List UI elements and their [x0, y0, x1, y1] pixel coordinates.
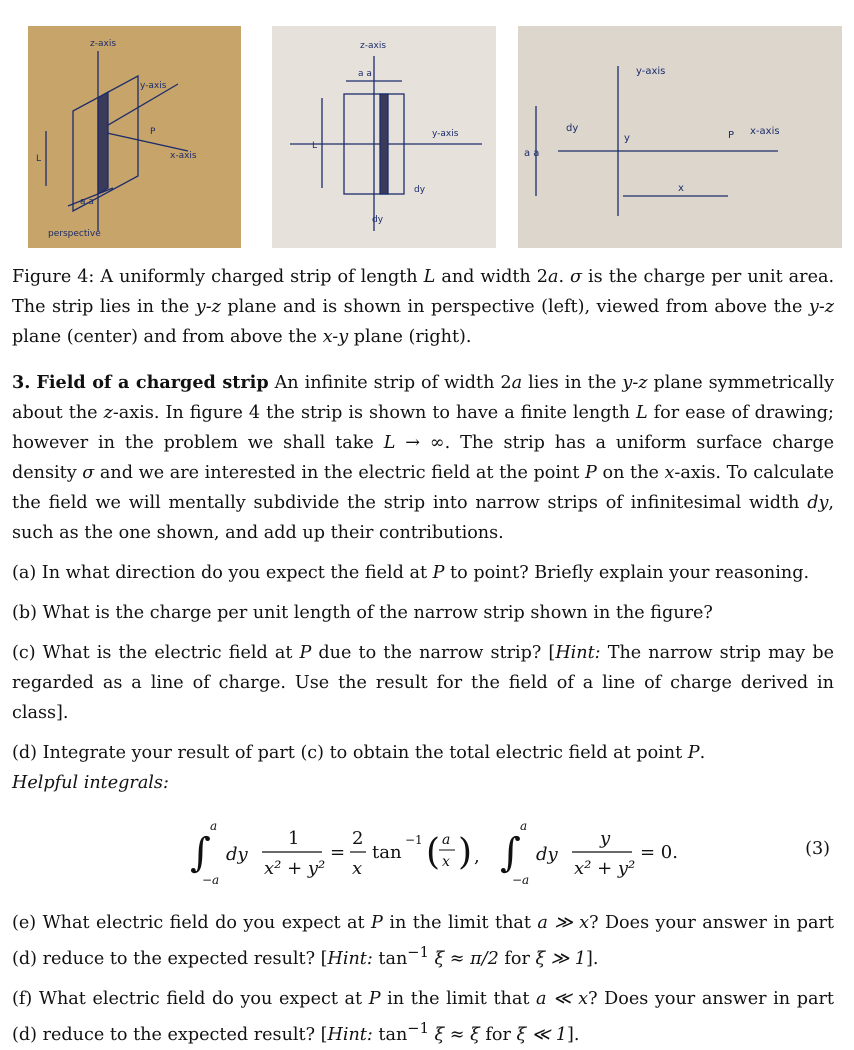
math-dy: dy	[807, 493, 829, 513]
part-text: in the limit that	[380, 988, 537, 1009]
math-L: L	[423, 267, 436, 287]
intro-text: and we are interested in the electric field at the point	[94, 463, 586, 483]
hint-label: Hint:	[327, 1024, 373, 1045]
numerator-two: 2	[352, 828, 364, 849]
numerator-one: 1	[288, 828, 300, 849]
width-label: a a	[80, 197, 94, 207]
math-approx: ξ ≈ π/2	[434, 948, 499, 969]
y-axis-label: y-axis	[140, 81, 167, 91]
superscript: −1	[407, 1019, 429, 1037]
part-text: ? Does your answer in part (d) reduce to the expected result? [	[12, 913, 834, 969]
math-P: P	[432, 563, 445, 583]
dy-2: dy	[536, 844, 558, 865]
caption-paragraph	[12, 262, 834, 352]
caption-text: plane (center) and from above the	[12, 327, 318, 347]
top-view-xy-drawing	[518, 26, 842, 248]
math-condition: ξ ≪ 1	[516, 1024, 568, 1045]
intro-text: -axis. In figure 4 the strip is shown to have a finite length	[112, 403, 636, 423]
comma: ,	[474, 846, 480, 867]
x-axis-label: x-axis	[750, 126, 780, 137]
math-a: a	[547, 267, 559, 287]
part-text: in the limit that	[382, 913, 538, 933]
problem-number: 3.	[12, 372, 31, 393]
problem-intro	[12, 368, 834, 548]
part-text: (a) In what direction do you expect the field at	[12, 563, 433, 583]
part-text: tan	[372, 1024, 408, 1045]
part-c	[12, 638, 834, 728]
hint-label: Hint:	[327, 948, 373, 969]
point-p-label: P	[150, 127, 156, 137]
dy-bottom-label: dy	[372, 215, 384, 225]
intro-text: for ease of drawing; however in the problem we shall take	[12, 403, 834, 453]
part-text: (c) What is the electric field at	[12, 643, 300, 663]
intro-text: lies in the	[522, 373, 623, 393]
hint-label: Hint:	[555, 643, 601, 663]
caption-text: .	[558, 267, 565, 287]
math-P: P	[371, 913, 383, 933]
math-yz: y-z	[808, 297, 835, 317]
dy-label: dy	[566, 123, 579, 134]
figure-left-photo	[28, 26, 241, 248]
caption-text: is the charge per unit area. The strip lies in the	[12, 267, 835, 317]
denominator-2: x² + y²	[574, 858, 636, 879]
problem-3	[12, 368, 834, 1050]
part-text: The narrow strip may be regarded as a line of charge. Use the result for the field of a line of charge derived in class].	[12, 643, 834, 723]
lower-limit-2: −a	[512, 873, 530, 887]
y-axis-label: y-axis	[636, 66, 666, 77]
intro-text: → ∞. The strip has a uniform surface charge density	[12, 433, 834, 483]
part-text: for	[498, 948, 536, 969]
y-label: y	[624, 133, 630, 144]
math-P: P	[299, 643, 312, 663]
z-axis-label: z-axis	[90, 39, 117, 49]
math-yz: y-z	[622, 373, 648, 393]
denominator-x: x	[352, 858, 363, 879]
math-P: P	[687, 743, 700, 763]
part-text: ].	[567, 1024, 580, 1045]
math-approx: ξ ≈ ξ	[434, 1024, 480, 1045]
right-paren: )	[458, 832, 473, 873]
figure-right-photo	[518, 26, 842, 248]
narrow-strip	[380, 94, 388, 194]
caption-text: plane (right).	[353, 327, 472, 347]
caption-text: A uniformly charged strip of length	[100, 267, 418, 287]
superscript: −1	[407, 944, 429, 961]
point-p-label: P	[728, 130, 735, 141]
helpful-integrals-label: Helpful integrals:	[12, 773, 169, 793]
part-text: ].	[586, 948, 599, 969]
narrow-strip	[98, 92, 108, 194]
caption-text: plane and is shown in perspective (left), viewed from above the	[227, 297, 803, 317]
x-axis-label: x-axis	[170, 151, 197, 161]
upper-limit-2: a	[520, 819, 528, 833]
width-label: a a	[358, 69, 372, 79]
figure-caption	[12, 262, 834, 352]
lower-limit-1: −a	[202, 873, 220, 887]
upper-limit-1: a	[210, 819, 218, 833]
intro-text: An infinite strip of width 2	[274, 373, 512, 393]
math-sigma: σ	[82, 463, 95, 483]
scale-label: a a	[524, 148, 540, 159]
math-yz: y-z	[195, 297, 221, 317]
perspective-drawing	[28, 26, 241, 248]
left-paren: (	[426, 832, 441, 873]
integral-sign-2: ∫	[500, 830, 521, 876]
math-a: a	[511, 373, 523, 393]
part-f	[12, 984, 834, 1050]
problem-title: Field of a charged strip	[36, 372, 269, 393]
math-z: z	[103, 403, 113, 423]
y-axis-label: y-axis	[432, 129, 459, 139]
intro-text: , such as the one shown, and add up their contributions.	[12, 493, 834, 543]
dy-side-label: dy	[414, 185, 426, 195]
part-text: .	[699, 743, 706, 763]
part-text: due to the narrow strip? [	[311, 643, 556, 663]
math-sigma: σ	[570, 267, 583, 287]
math-xy: x-y	[322, 327, 349, 347]
tan-function: tan	[372, 842, 402, 863]
length-label: L	[312, 141, 318, 151]
intro-text: on the	[596, 463, 665, 483]
caption-label: Figure 4:	[12, 267, 95, 287]
math-condition: ξ ≫ 1	[535, 948, 587, 969]
part-e	[12, 908, 834, 974]
part-text: tan	[372, 948, 408, 969]
math-limit: a ≫ x	[537, 913, 590, 933]
part-a	[12, 558, 834, 588]
equation-number: (3)	[805, 839, 830, 859]
intro-text: -axis. To calculate the field we will mentally subdivide the strip into narrow strips of infinitesimal width	[12, 463, 834, 513]
part-text: ? Does your answer in part (d) reduce to the expected result? [	[12, 988, 834, 1045]
part-text: for	[479, 1024, 517, 1045]
numerator-y: y	[600, 828, 611, 849]
math-P: P	[368, 988, 381, 1009]
part-d	[12, 738, 834, 768]
equation-3	[12, 808, 834, 898]
denominator-1: x² + y²	[264, 858, 326, 879]
intro-text: plane symmetrically about the	[12, 373, 835, 423]
length-label: L	[36, 154, 42, 164]
part-b: (b) What is the charge per unit length of the narrow strip shown in the figure?	[12, 603, 713, 623]
inverse-superscript: −1	[405, 833, 423, 847]
math-L: L	[383, 433, 396, 453]
part-text: (f) What electric field do you expect at	[12, 988, 369, 1009]
z-axis-label: z-axis	[360, 41, 387, 51]
math-P: P	[585, 463, 597, 483]
math-x: x	[664, 463, 675, 483]
part-text: (e) What electric field do you expect at	[12, 913, 372, 933]
helpful-integrals-equation	[12, 808, 834, 898]
x-label: x	[678, 183, 684, 194]
math-L: L	[635, 403, 648, 423]
equals-zero: = 0.	[640, 842, 678, 863]
dy-1: dy	[226, 844, 248, 865]
equals-sign: =	[330, 842, 346, 863]
caption-text: and width 2	[441, 267, 548, 287]
part-text: to point? Briefly explain your reasoning.	[444, 563, 810, 583]
math-limit: a ≪ x	[536, 988, 589, 1009]
arg-denominator-x: x	[442, 854, 450, 870]
top-view-yz-drawing	[272, 26, 496, 248]
perspective-label: perspective	[48, 229, 101, 239]
integral-sign-1: ∫	[190, 830, 211, 876]
part-text: (d) Integrate your result of part (c) to obtain the total electric field at point	[12, 743, 688, 763]
arg-numerator-a: a	[442, 832, 451, 848]
figure-center-photo	[272, 26, 496, 248]
